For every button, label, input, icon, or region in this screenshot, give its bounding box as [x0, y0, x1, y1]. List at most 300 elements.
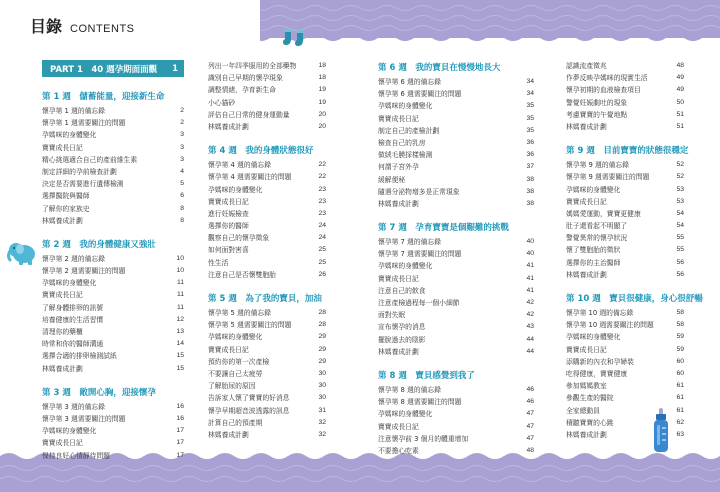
toc-entry-label: 林媽養成計劃 — [42, 364, 83, 373]
toc-entry-label: 不要讓自己太疲勞 — [208, 369, 263, 378]
toc-entry-page: 46 — [526, 385, 534, 393]
toc-entry-label: 孕媽咪的身體變化 — [378, 262, 433, 271]
toc-entry-label: 選擇合適的排卵檢測試紙 — [42, 352, 117, 361]
toc-entry-label: 參觀生產的醫院 — [566, 394, 614, 403]
toc-entry-page: 22 — [318, 161, 326, 169]
toc-entry-page: 31 — [318, 406, 326, 414]
toc-entry-page: 17 — [176, 451, 184, 459]
toc-entry-page: 55 — [676, 246, 684, 254]
toc-entry-label: 不要擔心吃素 — [378, 446, 419, 455]
toc-entry-label: 警覺妊娠劇吐的現象 — [566, 98, 628, 107]
toc-entry[interactable] — [42, 154, 184, 166]
toc-entry-label: 孕媽咪的身體變化 — [378, 410, 433, 419]
toc-entry-label: 精心挑選適合自己的產前維生素 — [42, 155, 138, 164]
toc-entry-page: 4 — [180, 167, 184, 175]
toc-entry[interactable] — [566, 319, 684, 331]
toc-entry[interactable] — [566, 220, 684, 232]
toc-entry-page: 51 — [676, 110, 684, 118]
toc-entry[interactable] — [208, 171, 326, 183]
toc-entry[interactable] — [566, 232, 684, 244]
toc-entry-page: 54 — [676, 209, 684, 217]
toc-entry[interactable] — [42, 302, 184, 314]
toc-entry-label: 制定自己的產檢計劃 — [378, 126, 440, 135]
toc-entry[interactable] — [42, 450, 184, 462]
toc-entry-label: 選擇醫院與醫師 — [42, 192, 90, 201]
toc-entry-label: 告訴家人懷了寶寶的好消息 — [208, 394, 290, 403]
toc-entry-label: 孕媽咪的身體變化 — [42, 279, 97, 288]
toc-entry-page: 15 — [176, 352, 184, 360]
toc-entry-page: 42 — [526, 299, 534, 306]
toc-entry-page: 18 — [318, 74, 326, 82]
toc-entry-label: 調整情緒，孕育新生命 — [208, 86, 276, 95]
toc-entry-page: 29 — [318, 333, 326, 341]
toc-entry-label: 寶寶成長日記 — [208, 345, 249, 354]
toc-entry-page: 48 — [526, 446, 534, 454]
toc-entry-page: 44 — [526, 347, 534, 355]
toc-entry-page: 12 — [176, 315, 184, 323]
toc-entry-label: 注意自己是否懷雙胞胎 — [208, 270, 276, 279]
toc-entry[interactable] — [42, 314, 184, 326]
toc-entry[interactable] — [566, 344, 684, 356]
toc-entry-page: 56 — [676, 270, 684, 278]
toc-column-3 — [378, 60, 534, 467]
toc-entry[interactable] — [566, 331, 684, 343]
toc-entry-page: 23 — [318, 197, 326, 205]
toc-entry[interactable] — [42, 117, 184, 129]
toc-entry-label: 做絨毛膜採樣檢測 — [378, 151, 433, 160]
toc-entry-label: 懷孕第 8 週需要關注的問題 — [378, 398, 462, 407]
toc-entry-label: 寶寶成長日記 — [566, 345, 607, 354]
toc-entry[interactable] — [566, 72, 684, 84]
toc-entry-page: 3 — [180, 143, 184, 151]
toc-entry-page: 51 — [676, 122, 684, 130]
toc-entry[interactable] — [42, 363, 184, 375]
week-title[interactable]: 第 5 週 為了我的寶貝，加油 — [208, 294, 322, 304]
toc-entry-label: 林媽養成計劃 — [208, 430, 249, 439]
toc-entry-label: 培養健康的生活習慣 — [42, 315, 104, 324]
toc-entry[interactable] — [208, 244, 326, 256]
toc-entry-label: 保持良好心情靜待問題 — [42, 451, 110, 460]
toc-entry[interactable] — [566, 109, 684, 121]
toc-entry-label: 林媽養成計劃 — [566, 122, 607, 131]
toc-entry[interactable] — [42, 178, 184, 190]
toc-entry[interactable] — [208, 232, 326, 244]
toc-entry[interactable] — [208, 84, 326, 96]
toc-entry[interactable] — [378, 76, 534, 88]
toc-entry-page: 59 — [676, 333, 684, 341]
toc-entry-label: 作夢反映孕媽咪的現實生活 — [566, 74, 648, 83]
toc-entry[interactable] — [208, 368, 326, 380]
toc-entry-page: 8 — [180, 216, 184, 224]
toc-entry[interactable] — [566, 429, 684, 441]
toc-entry[interactable] — [42, 215, 184, 227]
toc-entry[interactable] — [208, 220, 326, 232]
toc-entry-label: 寶寶成長日記 — [378, 114, 419, 123]
toc-entry-label: 孕媽咪的身體變化 — [378, 102, 433, 111]
toc-entry[interactable] — [42, 105, 184, 117]
toc-entry[interactable] — [208, 257, 326, 269]
toc-entry-page: 23 — [318, 209, 326, 217]
toc-entry[interactable] — [208, 184, 326, 196]
week-section — [42, 385, 184, 462]
toc-entry-page: 16 — [176, 414, 184, 422]
toc-entry-label: 寶寶成長日記 — [42, 143, 83, 152]
toc-entry-label: 性生活 — [208, 258, 229, 267]
toc-entry[interactable] — [42, 277, 184, 289]
toc-entry[interactable] — [566, 257, 684, 269]
toc-entry-page: 32 — [318, 418, 326, 426]
toc-entry-page: 23 — [318, 185, 326, 193]
toc-entry-page: 25 — [318, 246, 326, 254]
toc-entry-page: 28 — [318, 321, 326, 329]
toc-entry[interactable] — [208, 307, 326, 319]
toc-entry-page: 35 — [526, 126, 534, 134]
toc-entry-label: 隨遇分泌物增多是正常現象 — [378, 187, 460, 196]
toc-entry[interactable] — [566, 184, 684, 196]
toc-entry[interactable] — [378, 384, 534, 396]
toc-entry-page: 14 — [176, 340, 184, 348]
title-english: CONTENTS — [70, 23, 135, 35]
toc-entry-page: 41 — [526, 286, 534, 294]
toc-entry-label: 林媽養成計劃 — [42, 216, 83, 225]
toc-entry-label: 懷孕第 5 週的備忘錄 — [208, 309, 272, 317]
week-section — [42, 237, 184, 375]
toc-entry[interactable] — [208, 208, 326, 220]
toc-entry-page: 28 — [318, 309, 326, 316]
toc-entry-page: 22 — [318, 173, 326, 181]
toc-entry-label: 識別自己早期的懷孕現象 — [208, 74, 283, 83]
toc-entry[interactable] — [566, 121, 684, 133]
week-title[interactable]: 第 4 週 我的身體狀態很好 — [208, 146, 314, 157]
toc-entry-label: 寶寶成長日記 — [42, 439, 83, 448]
toc-entry[interactable] — [42, 350, 184, 362]
toc-entry[interactable] — [566, 244, 684, 256]
week-title[interactable]: 第 7 週 孕育寶寶是個艱難的挑戰 — [378, 223, 509, 234]
toc-entry[interactable] — [378, 236, 534, 248]
toc-entry-page: 62 — [676, 418, 684, 426]
toc-entry-label: 了解胎尿的原因 — [208, 382, 256, 391]
toc-entry[interactable] — [378, 445, 534, 457]
toc-entry[interactable] — [378, 421, 534, 433]
toc-entry[interactable] — [42, 129, 184, 141]
toc-entry-label: 懷孕初期的血液檢查項目 — [566, 86, 641, 95]
toc-entry-page: 24 — [318, 222, 326, 230]
toc-entry[interactable] — [42, 253, 184, 265]
toc-entry[interactable] — [378, 186, 534, 198]
toc-entry[interactable] — [42, 289, 184, 301]
toc-entry-page: 19 — [318, 98, 326, 106]
toc-entry-page: 36 — [526, 151, 534, 159]
week-title[interactable]: 第 1 週 儲蓄能量，迎接新生命 — [42, 92, 165, 102]
toc-entry-label: 懷孕第 3 週的備忘錄 — [42, 402, 106, 411]
toc-entry-label: 懷孕第 6 週需要關注的問題 — [378, 90, 462, 99]
toc-entry[interactable] — [42, 326, 184, 338]
toc-entry[interactable] — [566, 405, 684, 417]
toc-entry[interactable] — [566, 171, 684, 183]
toc-entry-page: 10 — [176, 254, 184, 262]
toc-entry[interactable] — [378, 113, 534, 125]
toc-entry[interactable] — [208, 109, 326, 121]
toc-entry-page: 17 — [176, 439, 184, 447]
toc-entry-label: 寶寶成長日記 — [378, 274, 419, 283]
week-section — [208, 60, 326, 133]
toc-entry-label: 孕媽咪的身體變化 — [566, 185, 621, 194]
week-title[interactable]: 第 2 週 我的身體健康又強壯 — [42, 239, 156, 250]
toc-entry[interactable] — [566, 380, 684, 392]
toc-entry[interactable] — [208, 159, 326, 171]
toc-entry[interactable] — [378, 125, 534, 137]
toc-entry-label: 林媽養成計劃 — [566, 430, 607, 439]
toc-entry[interactable] — [378, 174, 534, 186]
toc-entry[interactable] — [566, 208, 684, 220]
toc-entry-page: 20 — [318, 122, 326, 130]
toc-entry[interactable] — [566, 97, 684, 109]
toc-entry[interactable] — [208, 380, 326, 392]
toc-entry-label: 懷孕第 4 週的備忘錄 — [208, 161, 272, 170]
toc-entry-label: 懷孕早期超音波透露的訊息 — [208, 406, 290, 415]
toc-entry-label: 孕媽咪的身體變化 — [566, 333, 621, 342]
toc-entry-page: 10 — [176, 267, 184, 275]
toc-entry-label: 懷孕第 4 週需要關注的問題 — [208, 173, 292, 182]
toc-column-1 — [42, 60, 184, 472]
toc-entry-label: 懷孕第 1 週需要關注的問題 — [42, 119, 126, 128]
toc-entry[interactable] — [42, 338, 184, 350]
toc-entry-page: 56 — [676, 258, 684, 266]
toc-entry-page: 11 — [176, 279, 184, 287]
toc-entry-page: 47 — [526, 410, 534, 418]
toc-entry-label: 時常和你的醫師溝通 — [42, 340, 104, 349]
toc-entry-page: 59 — [676, 345, 684, 353]
toc-entry-label: 寶寶成長日記 — [566, 197, 607, 206]
toc-entry-page: 11 — [176, 303, 184, 311]
toc-entry-label: 寶寶成長日記 — [208, 197, 249, 206]
toc-entry-page: 40 — [526, 250, 534, 258]
toc-entry-page: 26 — [318, 270, 326, 278]
toc-entry[interactable] — [208, 121, 326, 133]
toc-entry-label: 緩解便秘 — [378, 175, 406, 184]
toc-entry-label: 林媽養成計劃 — [566, 270, 607, 279]
toc-entry-page: 55 — [676, 234, 684, 242]
toc-entry[interactable] — [208, 417, 326, 429]
toc-entry-label: 孕媽咪的身體變化 — [208, 333, 263, 342]
toc-entry[interactable] — [208, 344, 326, 356]
toc-entry[interactable] — [208, 72, 326, 84]
toc-entry[interactable] — [566, 84, 684, 96]
toc-entry-label: 認識流產徵兆 — [566, 62, 607, 70]
toc-entry-label: 寶寶成長日記 — [378, 422, 419, 431]
toc-entry[interactable] — [566, 269, 684, 281]
toc-entry-label: 宣布懷孕的消息 — [378, 323, 426, 332]
toc-entry-label: 孕媽咪的身體變化 — [42, 131, 97, 140]
toc-entry-page: 52 — [676, 173, 684, 181]
toc-entry-page: 42 — [526, 311, 534, 319]
toc-entry[interactable] — [378, 88, 534, 100]
toc-entry-page: 15 — [176, 364, 184, 372]
toc-entry[interactable] — [42, 401, 184, 413]
toc-entry[interactable] — [566, 392, 684, 404]
toc-entry-label: 懷孕第 8 週的備忘錄 — [378, 385, 442, 394]
toc-entry-page: 58 — [676, 309, 684, 316]
toc-entry-page: 30 — [318, 394, 326, 402]
week-title[interactable]: 第 6 週 我的寶貝在慢慢地長大 — [378, 63, 501, 73]
toc-entry[interactable] — [566, 196, 684, 208]
week-title[interactable]: 第 8 週 寶貝感覺到我了 — [378, 370, 475, 381]
toc-entry-label: 全家總動員 — [566, 406, 600, 415]
toc-entry-page: 38 — [526, 187, 534, 195]
toc-entry-page: 20 — [318, 110, 326, 118]
toc-entry[interactable] — [378, 334, 534, 346]
toc-entry-label: 考慮寶寶的午覺地點 — [566, 110, 628, 119]
toc-entry-page: 29 — [318, 345, 326, 353]
toc-entry-page: 8 — [180, 204, 184, 212]
toc-entry-page: 50 — [676, 98, 684, 106]
toc-entry[interactable] — [208, 356, 326, 368]
toc-entry[interactable] — [378, 309, 534, 321]
toc-entry-label: 懷孕第 2 週需要關注的問題 — [42, 267, 126, 276]
toc-entry-page: 35 — [526, 114, 534, 122]
toc-entry[interactable] — [208, 97, 326, 109]
toc-entry-page: 30 — [318, 369, 326, 377]
toc-entry-label: 懷孕第 10 週的備忘錄 — [566, 309, 634, 317]
toc-entry-label: 懷孕第 6 週的備忘錄 — [378, 78, 442, 86]
toc-entry[interactable] — [566, 417, 684, 429]
toc-entry-label: 制定詳細的孕前檢查計劃 — [42, 167, 117, 176]
toc-entry-label: 林媽養成計劃 — [378, 347, 419, 356]
toc-entry-label: 林媽養成計劃 — [378, 199, 419, 208]
toc-entry-label: 決定是否需要進行遺傳檢測 — [42, 180, 124, 189]
toc-entry-label: 注意自己的飲食 — [378, 286, 426, 295]
toc-entry[interactable] — [378, 248, 534, 260]
toc-entry-label: 清理你的藥櫃 — [42, 328, 83, 336]
toc-entry-page: 38 — [526, 175, 534, 183]
toc-entry[interactable] — [42, 437, 184, 449]
week-title[interactable]: 第 3 週 敞開心胸，迎接懷孕 — [42, 387, 156, 398]
week-section — [566, 291, 703, 441]
toc-entry[interactable] — [378, 260, 534, 272]
week-section — [378, 220, 534, 358]
socks-icon — [282, 28, 308, 48]
toc-entry-page: 49 — [676, 74, 684, 82]
part-page: 1 — [172, 63, 178, 74]
toc-entry-label: 參加媽媽教室 — [566, 382, 607, 391]
toc-entry[interactable] — [378, 149, 534, 161]
toc-entry[interactable] — [208, 60, 326, 72]
toc-entry-page: 61 — [676, 394, 684, 402]
toc-entry[interactable] — [378, 297, 534, 309]
toc-entry-label: 孕媽咪的身體變化 — [42, 427, 97, 436]
toc-entry-label: 懷孕第 10 週需要關注的問題 — [566, 321, 654, 330]
toc-entry-label: 懷孕第 7 週需要關注的問題 — [378, 250, 462, 259]
toc-entry-page: 3 — [180, 131, 184, 139]
toc-entry-label: 懷孕第 5 週需要關注的問題 — [208, 321, 292, 330]
elephant-icon — [6, 238, 40, 266]
toc-entry-page: 47 — [526, 422, 534, 430]
toc-entry[interactable] — [378, 408, 534, 420]
toc-entry-page: 2 — [180, 107, 184, 114]
week-title[interactable]: 第 9 週 目前寶寶的狀態很穩定 — [566, 146, 689, 157]
toc-column-4 — [566, 60, 703, 451]
toc-entry-label: 如何面對害喜 — [208, 246, 249, 255]
toc-entry-label: 計算自己的預產期 — [208, 418, 263, 427]
week-title[interactable]: 第 10 週 寶貝很健康，身心很舒暢 — [566, 294, 703, 304]
toc-entry-page: 44 — [526, 335, 534, 343]
toc-entry-page: 53 — [676, 185, 684, 193]
toc-entry[interactable] — [208, 196, 326, 208]
toc-entry-label: 寶寶成長日記 — [42, 291, 83, 300]
toc-entry-label: 面對失眠 — [378, 311, 406, 320]
toc-entry[interactable] — [42, 265, 184, 277]
toc-entry[interactable] — [378, 285, 534, 297]
week-section — [566, 143, 689, 281]
toc-entry[interactable] — [378, 346, 534, 358]
toc-entry-label: 了解你的家族史 — [42, 204, 90, 213]
toc-entry[interactable] — [566, 368, 684, 380]
toc-entry-page: 36 — [526, 138, 534, 146]
toc-entry[interactable] — [378, 321, 534, 333]
toc-entry-label: 擺脫過去的陰影 — [378, 335, 426, 344]
toc-entry[interactable] — [378, 198, 534, 210]
toc-entry[interactable] — [566, 60, 684, 72]
toc-entry-page: 60 — [676, 369, 684, 377]
toc-entry[interactable] — [42, 413, 184, 425]
toc-entry[interactable] — [42, 203, 184, 215]
toc-entry-page: 49 — [676, 86, 684, 94]
toc-entry-page: 34 — [526, 78, 534, 85]
toc-entry[interactable] — [208, 392, 326, 404]
toc-entry[interactable] — [208, 319, 326, 331]
toc-entry[interactable] — [566, 356, 684, 368]
toc-entry-page: 30 — [318, 382, 326, 390]
toc-entry[interactable] — [208, 331, 326, 343]
toc-entry-label: 注意產檢過程每一個小細節 — [378, 299, 460, 307]
toc-entry-page: 25 — [318, 258, 326, 266]
toc-entry-label: 懷孕第 7 週的備忘錄 — [378, 238, 442, 247]
week-section — [378, 60, 534, 210]
toc-entry[interactable] — [378, 137, 534, 149]
toc-column-2 — [208, 60, 326, 451]
toc-entry[interactable] — [42, 166, 184, 178]
toc-entry[interactable] — [208, 405, 326, 417]
toc-entry-page: 41 — [526, 262, 534, 270]
toc-entry[interactable] — [378, 273, 534, 285]
toc-entry[interactable] — [42, 142, 184, 154]
toc-entry[interactable] — [378, 100, 534, 112]
toc-entry[interactable] — [378, 433, 534, 445]
toc-entry[interactable] — [378, 396, 534, 408]
toc-entry[interactable] — [208, 429, 326, 441]
toc-entry-page: 19 — [318, 86, 326, 94]
toc-entry-page: 3 — [180, 155, 184, 163]
toc-entry-label: 肚子還看起不明顯了 — [566, 222, 628, 231]
toc-entry-label: 評估自己日常的健身運動量 — [208, 110, 290, 119]
toc-entry[interactable] — [378, 161, 534, 173]
toc-entry-page: 24 — [318, 234, 326, 242]
toc-entry-label: 懷孕第 2 週的備忘錄 — [42, 254, 106, 263]
toc-entry[interactable] — [208, 269, 326, 281]
toc-entry[interactable] — [42, 425, 184, 437]
part-banner — [42, 60, 184, 77]
week-section — [42, 89, 184, 227]
toc-entry[interactable] — [566, 307, 684, 319]
toc-entry-page: 34 — [526, 90, 534, 98]
toc-entry-page: 2 — [180, 119, 184, 127]
toc-entry[interactable] — [566, 159, 684, 171]
toc-entry-page: 6 — [180, 192, 184, 200]
toc-entry[interactable] — [42, 190, 184, 202]
toc-entry-page: 11 — [176, 291, 184, 299]
toc-entry-label: 添購新的內衣和孕婦裝 — [566, 357, 634, 366]
toc-entry-label: 選擇你的主治醫師 — [566, 258, 621, 267]
